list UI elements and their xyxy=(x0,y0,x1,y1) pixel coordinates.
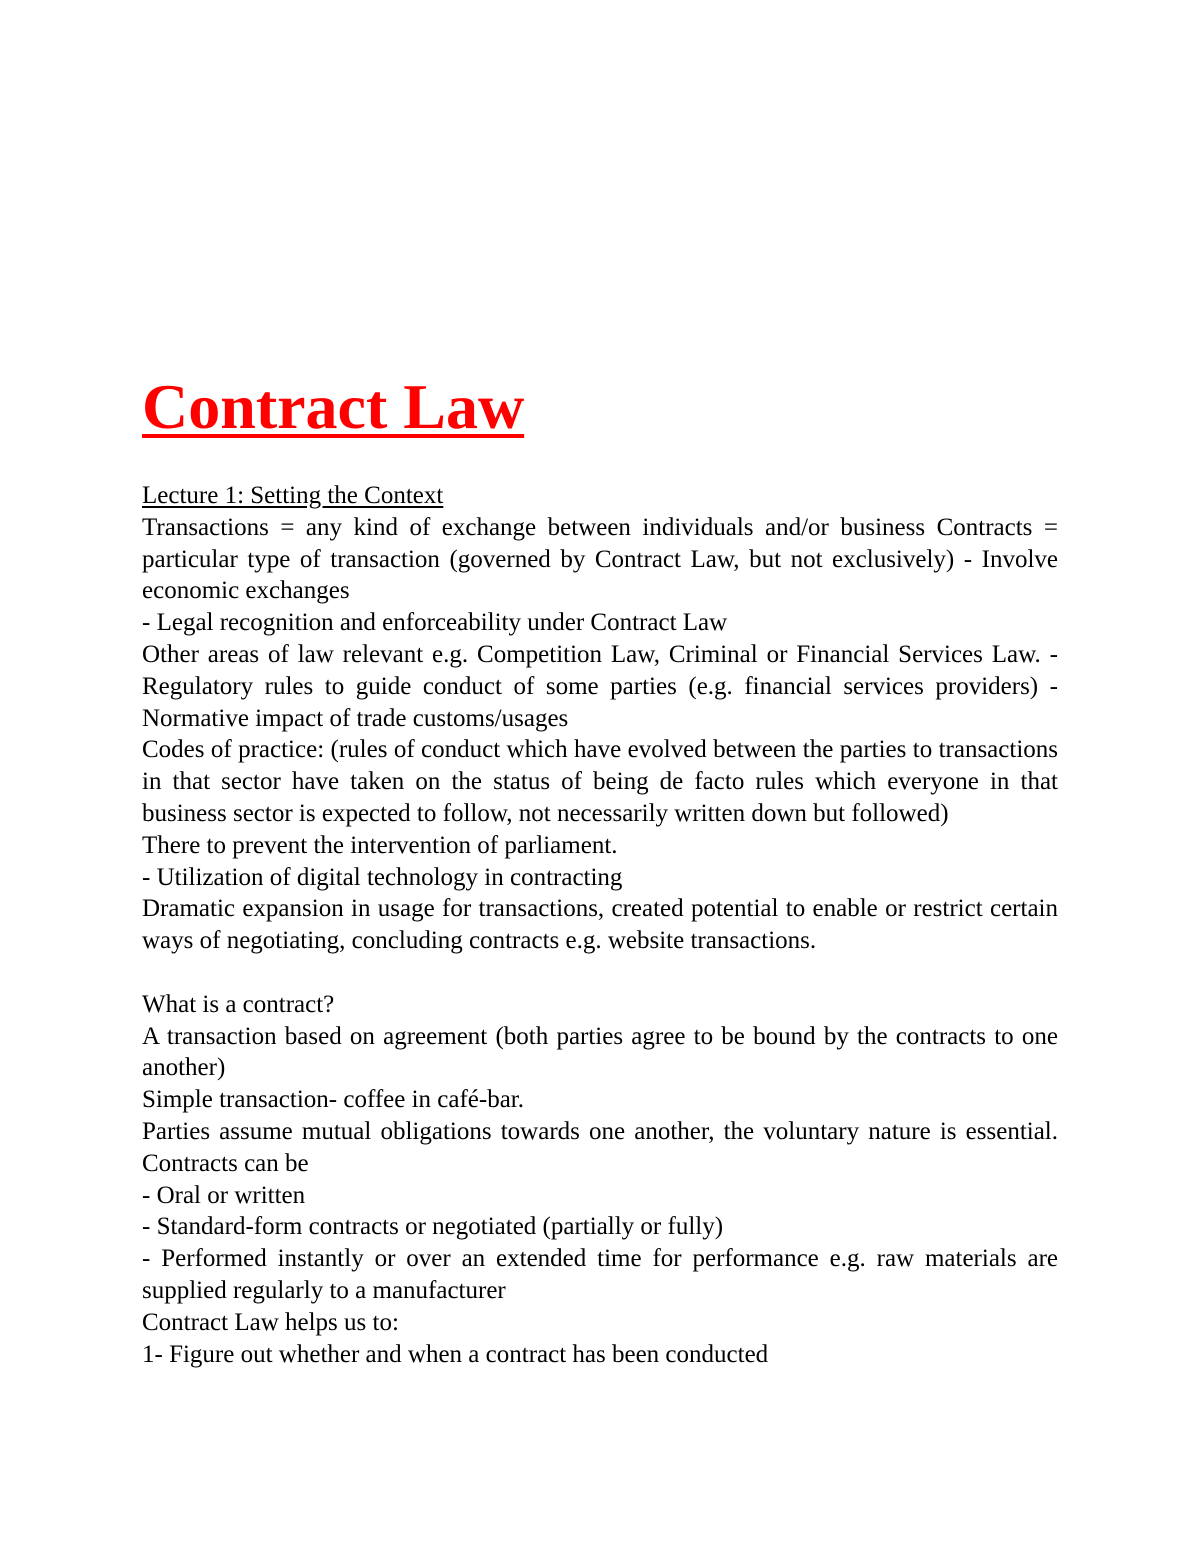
paragraph-figure-out: 1- Figure out whether and when a contract has been conducted xyxy=(142,1340,769,1368)
paragraph-digital-technology: - Utilization of digital technology in contracting xyxy=(142,863,623,891)
document-content xyxy=(142,368,1058,1370)
blank-line xyxy=(142,957,1058,989)
lecture-heading: Lecture 1: Setting the Context xyxy=(142,482,444,509)
paragraph-codes-of-practice: Codes of practice: (rules of conduct which have evolved between the parties to transactions in that sector have taken on the status of being de facto rules which everyone in that business sector is expected to follow, not necessarily written down but followed) xyxy=(142,736,1058,827)
document-title: Contract Law xyxy=(142,371,525,442)
paragraph-other-areas: Other areas of law relevant e.g. Competition Law, Criminal or Financial Services Law. - Regulatory rules to guide conduct of some parties (e.g. financial services providers) - Normative impact of trade customs/usages xyxy=(142,640,1058,732)
paragraph-standard-form: - Standard-form contracts or negotiated (partially or fully) xyxy=(142,1213,724,1241)
paragraph-transactions: Transactions = any kind of exchange between individuals and/or business Contracts = particular type of transaction (governed by Contract Law, but not exclusively) - Involve economic exchanges xyxy=(142,513,1058,605)
paragraph-oral-written: - Oral or written xyxy=(142,1181,306,1209)
paragraph-what-is-contract: What is a contract? xyxy=(142,990,335,1018)
paragraph-performed-instantly: - Performed instantly or over an extended time for performance e.g. raw materials are supplied regularly to a manufacturer xyxy=(142,1245,1058,1304)
paragraph-mutual-obligations: Parties assume mutual obligations towards one another, the voluntary nature is essential. Contracts can be xyxy=(142,1117,1058,1177)
paragraph-prevent-intervention: There to prevent the intervention of parliament. xyxy=(142,831,618,859)
paragraph-legal-recognition: - Legal recognition and enforceability under Contract Law xyxy=(142,609,728,637)
document-body xyxy=(142,480,1058,1370)
paragraph-contract-law-helps: Contract Law helps us to: xyxy=(142,1308,399,1336)
paragraph-simple-transaction: Simple transaction- coffee in café-bar. xyxy=(142,1086,525,1114)
paragraph-dramatic-expansion: Dramatic expansion in usage for transactions, created potential to enable or restrict certain ways of negotiating, concluding contracts e.g. website transactions. xyxy=(142,895,1058,955)
paragraph-transaction-agreement: A transaction based on agreement (both parties agree to be bound by the contracts to one another) xyxy=(142,1022,1058,1082)
